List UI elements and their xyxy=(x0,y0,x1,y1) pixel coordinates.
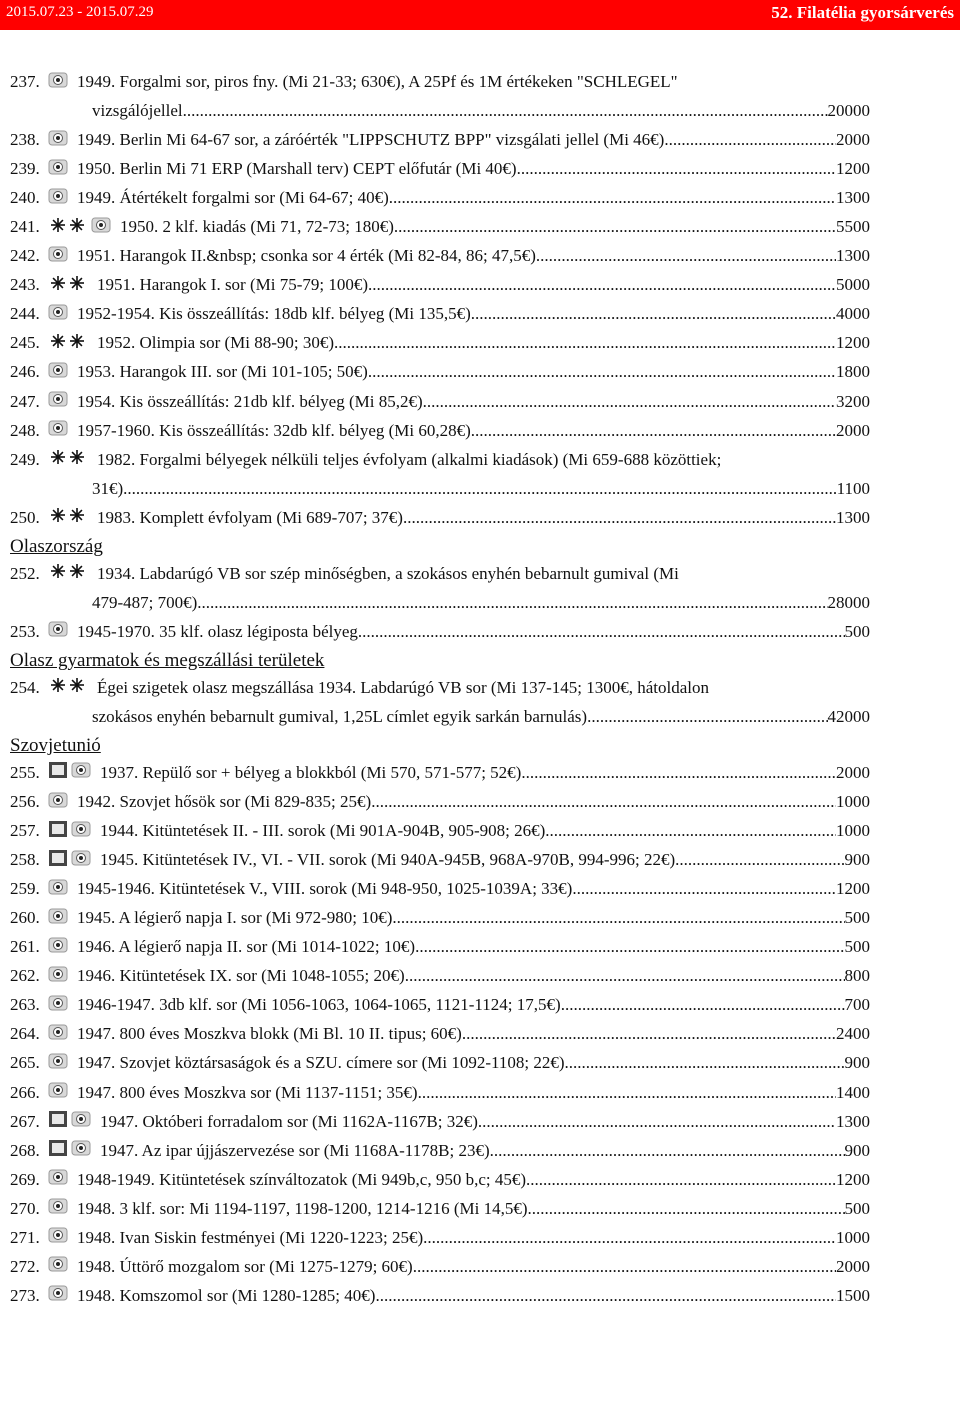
dot-leader xyxy=(561,995,845,1015)
lot-line xyxy=(10,1228,870,1248)
dot-leader xyxy=(415,937,844,957)
dot-leader xyxy=(517,159,836,179)
dot-leader xyxy=(418,1083,836,1103)
lot-line xyxy=(10,421,870,441)
condition-icons xyxy=(48,937,71,958)
lot-description: 1945. A légierő napja I. sor (Mi 972-980; 10€) xyxy=(77,908,393,928)
condition-icons xyxy=(48,966,71,987)
lot-line xyxy=(10,304,870,324)
condition-icons xyxy=(48,820,94,843)
lot-description: 1954. Kis összeállítás: 21db klf. bélyeg (Mi 85,2€) xyxy=(77,391,423,411)
condition-icons xyxy=(48,879,71,900)
lot-number: 271. xyxy=(10,1227,40,1247)
used-stamp-icon xyxy=(48,159,68,180)
starting-price: 2000 xyxy=(836,420,870,440)
starting-price: 1300 xyxy=(836,246,870,266)
condition-icons xyxy=(48,304,71,325)
lot-number: 252. xyxy=(10,563,40,583)
lot-description: 1951. Harangok II.&nbsp; csonka sor 4 érték (Mi 82-84, 86; 47,5€) xyxy=(77,246,536,266)
lot-continuation-line xyxy=(10,707,870,727)
dot-leader xyxy=(526,1170,836,1190)
lot-description: 1950. 2 klf. kiadás (Mi 71, 72-73; 180€) xyxy=(120,217,394,237)
dot-leader xyxy=(358,622,845,642)
lot-number: 244. xyxy=(10,304,40,324)
used-stamp-icon xyxy=(48,937,68,958)
starting-price: 42000 xyxy=(827,706,870,726)
lot-description: 1947. Az ipar újjászervezése sor (Mi 1168A-1178B; 23€) xyxy=(100,1140,490,1160)
starting-price: 1200 xyxy=(836,333,870,353)
starting-price: 500 xyxy=(844,937,870,957)
starting-price: 1200 xyxy=(836,1169,870,1189)
dot-leader xyxy=(368,362,836,382)
lot-number: 268. xyxy=(10,1140,40,1160)
lot-description: 1945. Kitüntetések IV., VI. - VII. sorok (Mi 940A-945B, 968A-970B, 994-996; 22€) xyxy=(100,850,676,870)
lot-number: 267. xyxy=(10,1111,40,1131)
condition-icons xyxy=(48,333,91,354)
lot-number: 239. xyxy=(10,159,40,179)
lot-continuation-line xyxy=(10,593,870,613)
lot-number: 250. xyxy=(10,507,40,527)
lot-description: 1957-1960. Kis összeállítás: 32db klf. bélyeg (Mi 60,28€) xyxy=(77,420,471,440)
lot-line xyxy=(10,159,870,179)
used-stamp-icon xyxy=(48,1227,68,1248)
starting-price: 1200 xyxy=(836,879,870,899)
lot-line xyxy=(10,678,870,698)
lot-description: 1952-1954. Kis összeállítás: 18db klf. bélyeg (Mi 135,5€) xyxy=(77,304,471,324)
dot-leader xyxy=(334,333,836,353)
condition-icons xyxy=(48,130,71,151)
lot-line xyxy=(10,908,870,928)
dot-leader xyxy=(197,593,827,613)
lot-description: 1951. Harangok I. sor (Mi 75-79; 100€) xyxy=(97,275,369,295)
starting-price: 1800 xyxy=(836,362,870,382)
starting-price: 900 xyxy=(844,1140,870,1160)
starting-price: 1000 xyxy=(836,1227,870,1247)
lot-number: 269. xyxy=(10,1169,40,1189)
condition-icons xyxy=(48,995,71,1016)
dot-leader xyxy=(371,792,836,812)
lot-line xyxy=(10,850,870,870)
lot-number: 273. xyxy=(10,1285,40,1305)
dot-leader xyxy=(423,1228,836,1248)
starting-price: 1200 xyxy=(836,159,870,179)
condition-icons xyxy=(48,849,94,872)
dot-leader xyxy=(471,421,836,441)
mint-stamp-icon xyxy=(48,449,88,470)
dot-leader xyxy=(462,1024,836,1044)
dot-leader xyxy=(587,707,827,727)
dot-leader xyxy=(565,1053,845,1073)
dot-leader xyxy=(405,966,845,986)
starting-price: 1400 xyxy=(836,1082,870,1102)
starting-price: 1000 xyxy=(836,821,870,841)
lot-number: 248. xyxy=(10,420,40,440)
lot-number: 264. xyxy=(10,1024,40,1044)
starting-price: 1100 xyxy=(836,478,870,498)
souvenir-sheet-icon xyxy=(48,761,68,784)
starting-price: 1000 xyxy=(836,792,870,812)
condition-icons xyxy=(48,1169,71,1190)
used-stamp-icon xyxy=(48,246,68,267)
used-stamp-icon xyxy=(48,908,68,929)
lot-description: 1937. Repülő sor + bélyeg a blokkból (Mi 570, 571-577; 52€) xyxy=(100,762,522,782)
condition-icons xyxy=(48,1024,71,1045)
lot-description: vizsgálójellel xyxy=(92,101,183,121)
dot-leader xyxy=(545,821,836,841)
dot-leader xyxy=(536,246,836,266)
auction-title: 52. Filatélia gyorsárverés xyxy=(771,3,954,22)
lot-number: 253. xyxy=(10,621,40,641)
lot-line xyxy=(10,1024,870,1044)
condition-icons xyxy=(48,362,71,383)
lot-description: 1982. Forgalmi bélyegek nélküli teljes évfolyam (alkalmi kiadások) (Mi 659-688 közöttiek; xyxy=(97,449,722,469)
condition-icons xyxy=(48,792,71,813)
dot-leader xyxy=(527,1199,844,1219)
dot-leader xyxy=(675,850,844,870)
lot-description: 1950. Berlin Mi 71 ERP (Marshall terv) CEPT előfutár (Mi 40€) xyxy=(77,159,517,179)
starting-price: 500 xyxy=(844,1198,870,1218)
page-header xyxy=(0,0,960,30)
lot-number: 247. xyxy=(10,391,40,411)
dot-leader xyxy=(423,392,836,412)
lot-line xyxy=(10,333,870,353)
lot-description: 1946. A légierő napja II. sor (Mi 1014-1022; 10€) xyxy=(77,937,416,957)
lot-description: 1947. 800 éves Moszkva blokk (Mi Bl. 10 II. tipus; 60€) xyxy=(77,1024,462,1044)
condition-icons xyxy=(48,1285,71,1306)
lot-line xyxy=(10,1112,870,1132)
used-stamp-icon xyxy=(48,420,68,441)
dot-leader xyxy=(490,1141,845,1161)
used-stamp-icon xyxy=(71,821,91,842)
used-stamp-icon xyxy=(48,391,68,412)
lot-number: 272. xyxy=(10,1256,40,1276)
lot-description: szokásos enyhén bebarnult gumival, 1,25L címlet egyik sarkán barnulás) xyxy=(92,706,588,726)
starting-price: 2000 xyxy=(836,1256,870,1276)
dot-leader xyxy=(521,763,836,783)
used-stamp-icon xyxy=(48,1169,68,1190)
used-stamp-icon xyxy=(48,362,68,383)
used-stamp-icon xyxy=(48,1256,68,1277)
used-stamp-icon xyxy=(71,1111,91,1132)
used-stamp-icon xyxy=(48,1198,68,1219)
lot-number: 259. xyxy=(10,879,40,899)
auction-dates: 2015.07.23 - 2015.07.29 xyxy=(6,4,154,20)
starting-price: 500 xyxy=(844,621,870,641)
lot-description: 1949. Forgalmi sor, piros fny. (Mi 21-33; 630€), A 25Pf és 1M értékeken "SCHLEGEL" xyxy=(77,72,678,91)
used-stamp-icon xyxy=(48,621,68,642)
lot-description: 1948. Komszomol sor (Mi 1280-1285; 40€) xyxy=(77,1285,376,1305)
condition-icons xyxy=(48,1110,94,1133)
starting-price: 3200 xyxy=(836,391,870,411)
condition-icons xyxy=(48,449,91,470)
lot-description: 1947. Szovjet köztársaságok és a SZU. címere sor (Mi 1092-1108; 22€) xyxy=(77,1053,565,1073)
used-stamp-icon xyxy=(48,1024,68,1045)
condition-icons xyxy=(48,159,71,180)
lot-number: 245. xyxy=(10,333,40,353)
lot-description: 1949. Átértékelt forgalmi sor (Mi 64-67; 40€) xyxy=(77,188,389,208)
used-stamp-icon xyxy=(48,188,68,209)
starting-price: 500 xyxy=(844,908,870,928)
lot-number: 270. xyxy=(10,1198,40,1218)
lot-line xyxy=(10,622,870,642)
condition-icons xyxy=(48,1139,94,1162)
lot-description: 1983. Komplett évfolyam (Mi 689-707; 37€) xyxy=(97,507,403,527)
used-stamp-icon xyxy=(48,792,68,813)
lot-number: 246. xyxy=(10,362,40,382)
lot-line xyxy=(10,1083,870,1103)
lot-number: 265. xyxy=(10,1053,40,1073)
lot-description: 31€) xyxy=(92,478,124,498)
used-stamp-icon xyxy=(48,966,68,987)
used-stamp-icon xyxy=(48,72,68,93)
starting-price: 1500 xyxy=(836,1285,870,1305)
lot-line xyxy=(10,1199,870,1219)
condition-icons xyxy=(48,908,71,929)
starting-price: 2000 xyxy=(836,130,870,150)
lot-continuation-line xyxy=(10,479,870,499)
used-stamp-icon xyxy=(48,304,68,325)
dot-leader xyxy=(183,101,828,121)
lot-number: 238. xyxy=(10,130,40,150)
lot-line xyxy=(10,1053,870,1073)
lot-number: 243. xyxy=(10,275,40,295)
condition-icons xyxy=(48,391,71,412)
condition-icons xyxy=(48,217,114,238)
condition-icons xyxy=(48,677,91,698)
mint-stamp-icon xyxy=(48,507,88,528)
lot-description: 1947. 800 éves Moszkva sor (Mi 1137-1151; 35€) xyxy=(77,1082,418,1102)
lot-description: 1947. Októberi forradalom sor (Mi 1162A-1167B; 32€) xyxy=(100,1111,478,1131)
starting-price: 1300 xyxy=(836,507,870,527)
condition-icons xyxy=(48,275,91,296)
dot-leader xyxy=(394,217,836,237)
souvenir-sheet-icon xyxy=(48,1139,68,1162)
lot-number: 237. xyxy=(10,72,40,91)
lot-line xyxy=(10,966,870,986)
dot-leader xyxy=(478,1112,836,1132)
lot-number: 260. xyxy=(10,908,40,928)
lot-continuation-line xyxy=(10,101,870,121)
dot-leader xyxy=(413,1257,836,1277)
used-stamp-icon xyxy=(91,217,111,238)
lot-number: 240. xyxy=(10,188,40,208)
lot-line xyxy=(10,792,870,812)
lot-line xyxy=(10,821,870,841)
lot-description: Égei szigetek olasz megszállása 1934. Labdarúgó VB sor (Mi 137-145; 1300€, hátoldalon xyxy=(97,677,710,697)
lot-line xyxy=(10,1141,870,1161)
used-stamp-icon xyxy=(48,130,68,151)
lot-line xyxy=(10,72,870,92)
lot-line xyxy=(10,995,870,1015)
used-stamp-icon xyxy=(48,879,68,900)
starting-price: 1300 xyxy=(836,188,870,208)
souvenir-sheet-icon xyxy=(48,849,68,872)
souvenir-sheet-icon xyxy=(48,1110,68,1133)
section-heading: Szovjetunió xyxy=(10,734,101,756)
lot-description: 1945-1946. Kitüntetések V., VIII. sorok (Mi 948-950, 1025-1039A; 33€) xyxy=(77,879,573,899)
starting-price: 4000 xyxy=(836,304,870,324)
condition-icons xyxy=(48,1082,71,1103)
dot-leader xyxy=(572,879,836,899)
used-stamp-icon xyxy=(71,850,91,871)
condition-icons xyxy=(48,420,71,441)
dot-leader xyxy=(389,188,836,208)
mint-stamp-icon xyxy=(48,677,88,698)
starting-price: 800 xyxy=(844,966,870,986)
condition-icons xyxy=(48,1227,71,1248)
condition-icons xyxy=(48,72,71,93)
lot-line xyxy=(10,1170,870,1190)
lot-line xyxy=(10,564,870,584)
lot-line xyxy=(10,1257,870,1277)
condition-icons xyxy=(48,1198,71,1219)
lot-line xyxy=(10,246,870,266)
starting-price: 1300 xyxy=(836,1111,870,1131)
lot-description: 1946-1947. 3db klf. sor (Mi 1056-1063, 1064-1065, 1121-1124; 17,5€) xyxy=(77,995,561,1015)
lot-line xyxy=(10,1286,870,1306)
lot-line xyxy=(10,392,870,412)
lot-number: 254. xyxy=(10,677,40,697)
starting-price: 28000 xyxy=(827,592,870,612)
lot-description: 1944. Kitüntetések II. - III. sorok (Mi 901A-904B, 905-908; 26€) xyxy=(100,821,546,841)
lot-line xyxy=(10,763,870,783)
lot-number: 258. xyxy=(10,850,40,870)
used-stamp-icon xyxy=(48,1053,68,1074)
condition-icons xyxy=(48,621,71,642)
used-stamp-icon xyxy=(48,1285,68,1306)
starting-price: 20000 xyxy=(827,101,870,121)
lot-number: 249. xyxy=(10,449,40,469)
lot-description: 1948-1949. Kitüntetések színváltozatok (Mi 949b,c, 950 b,c; 45€) xyxy=(77,1169,526,1189)
lot-description: 1952. Olimpia sor (Mi 88-90; 30€) xyxy=(97,333,335,353)
used-stamp-icon xyxy=(48,1082,68,1103)
mint-stamp-icon xyxy=(48,275,88,296)
condition-icons xyxy=(48,761,94,784)
used-stamp-icon xyxy=(71,762,91,783)
condition-icons xyxy=(48,507,91,528)
lot-description: 1948. Ivan Siskin festményei (Mi 1220-1223; 25€) xyxy=(77,1227,424,1247)
lot-number: 255. xyxy=(10,762,40,782)
lot-line xyxy=(10,879,870,899)
lot-list xyxy=(10,72,870,1315)
section-heading: Olaszország xyxy=(10,535,103,557)
souvenir-sheet-icon xyxy=(48,820,68,843)
starting-price: 2400 xyxy=(836,1024,870,1044)
lot-line xyxy=(10,937,870,957)
starting-price: 700 xyxy=(844,995,870,1015)
condition-icons xyxy=(48,1053,71,1074)
dot-leader xyxy=(368,275,836,295)
dot-leader xyxy=(471,304,836,324)
lot-line xyxy=(10,217,870,237)
lot-description: 1945-1970. 35 klf. olasz légiposta bélyeg xyxy=(77,621,358,641)
starting-price: 900 xyxy=(844,850,870,870)
mint-stamp-icon xyxy=(48,563,88,584)
lot-description: 1934. Labdarúgó VB sor szép minőségben, a szokásos enyhén bebarnult gumival (Mi xyxy=(97,563,679,583)
lot-number: 242. xyxy=(10,246,40,266)
used-stamp-icon xyxy=(48,995,68,1016)
lot-description: 1953. Harangok III. sor (Mi 101-105; 50€) xyxy=(77,362,368,382)
mint-stamp-icon xyxy=(48,333,88,354)
lot-description: 1949. Berlin Mi 64-67 sor, a záróérték "LIPPSCHUTZ BPP" vizsgálati jellel (Mi 46€) xyxy=(77,130,665,150)
section-heading: Olasz gyarmatok és megszállási területek xyxy=(10,649,325,671)
lot-description: 1948. Úttörő mozgalom sor (Mi 1275-1279; 60€) xyxy=(77,1256,413,1276)
starting-price: 5000 xyxy=(836,275,870,295)
lot-line xyxy=(10,130,870,150)
lot-description: 1948. 3 klf. sor: Mi 1194-1197, 1198-1200, 1214-1216 (Mi 14,5€) xyxy=(77,1198,528,1218)
starting-price: 5500 xyxy=(836,217,870,237)
lot-line xyxy=(10,275,870,295)
lot-number: 241. xyxy=(10,217,40,237)
condition-icons xyxy=(48,246,71,267)
lot-line xyxy=(10,508,870,528)
condition-icons xyxy=(48,563,91,584)
lot-number: 262. xyxy=(10,966,40,986)
lot-description: 1942. Szovjet hősök sor (Mi 829-835; 25€) xyxy=(77,792,372,812)
dot-leader xyxy=(375,1286,836,1306)
lot-line xyxy=(10,188,870,208)
lot-line xyxy=(10,450,870,470)
lot-number: 256. xyxy=(10,792,40,812)
starting-price: 900 xyxy=(844,1053,870,1073)
lot-line xyxy=(10,362,870,382)
lot-description: 479-487; 700€) xyxy=(92,592,198,612)
dot-leader xyxy=(392,908,844,928)
used-stamp-icon xyxy=(71,1140,91,1161)
lot-number: 263. xyxy=(10,995,40,1015)
dot-leader xyxy=(403,508,836,528)
condition-icons xyxy=(48,188,71,209)
dot-leader xyxy=(123,479,836,499)
lot-description: 1946. Kitüntetések IX. sor (Mi 1048-1055; 20€) xyxy=(77,966,405,986)
lot-number: 257. xyxy=(10,821,40,841)
dot-leader xyxy=(664,130,836,150)
condition-icons xyxy=(48,1256,71,1277)
starting-price: 2000 xyxy=(836,762,870,782)
mint-stamp-icon xyxy=(48,217,88,238)
lot-number: 266. xyxy=(10,1082,40,1102)
lot-number: 261. xyxy=(10,937,40,957)
